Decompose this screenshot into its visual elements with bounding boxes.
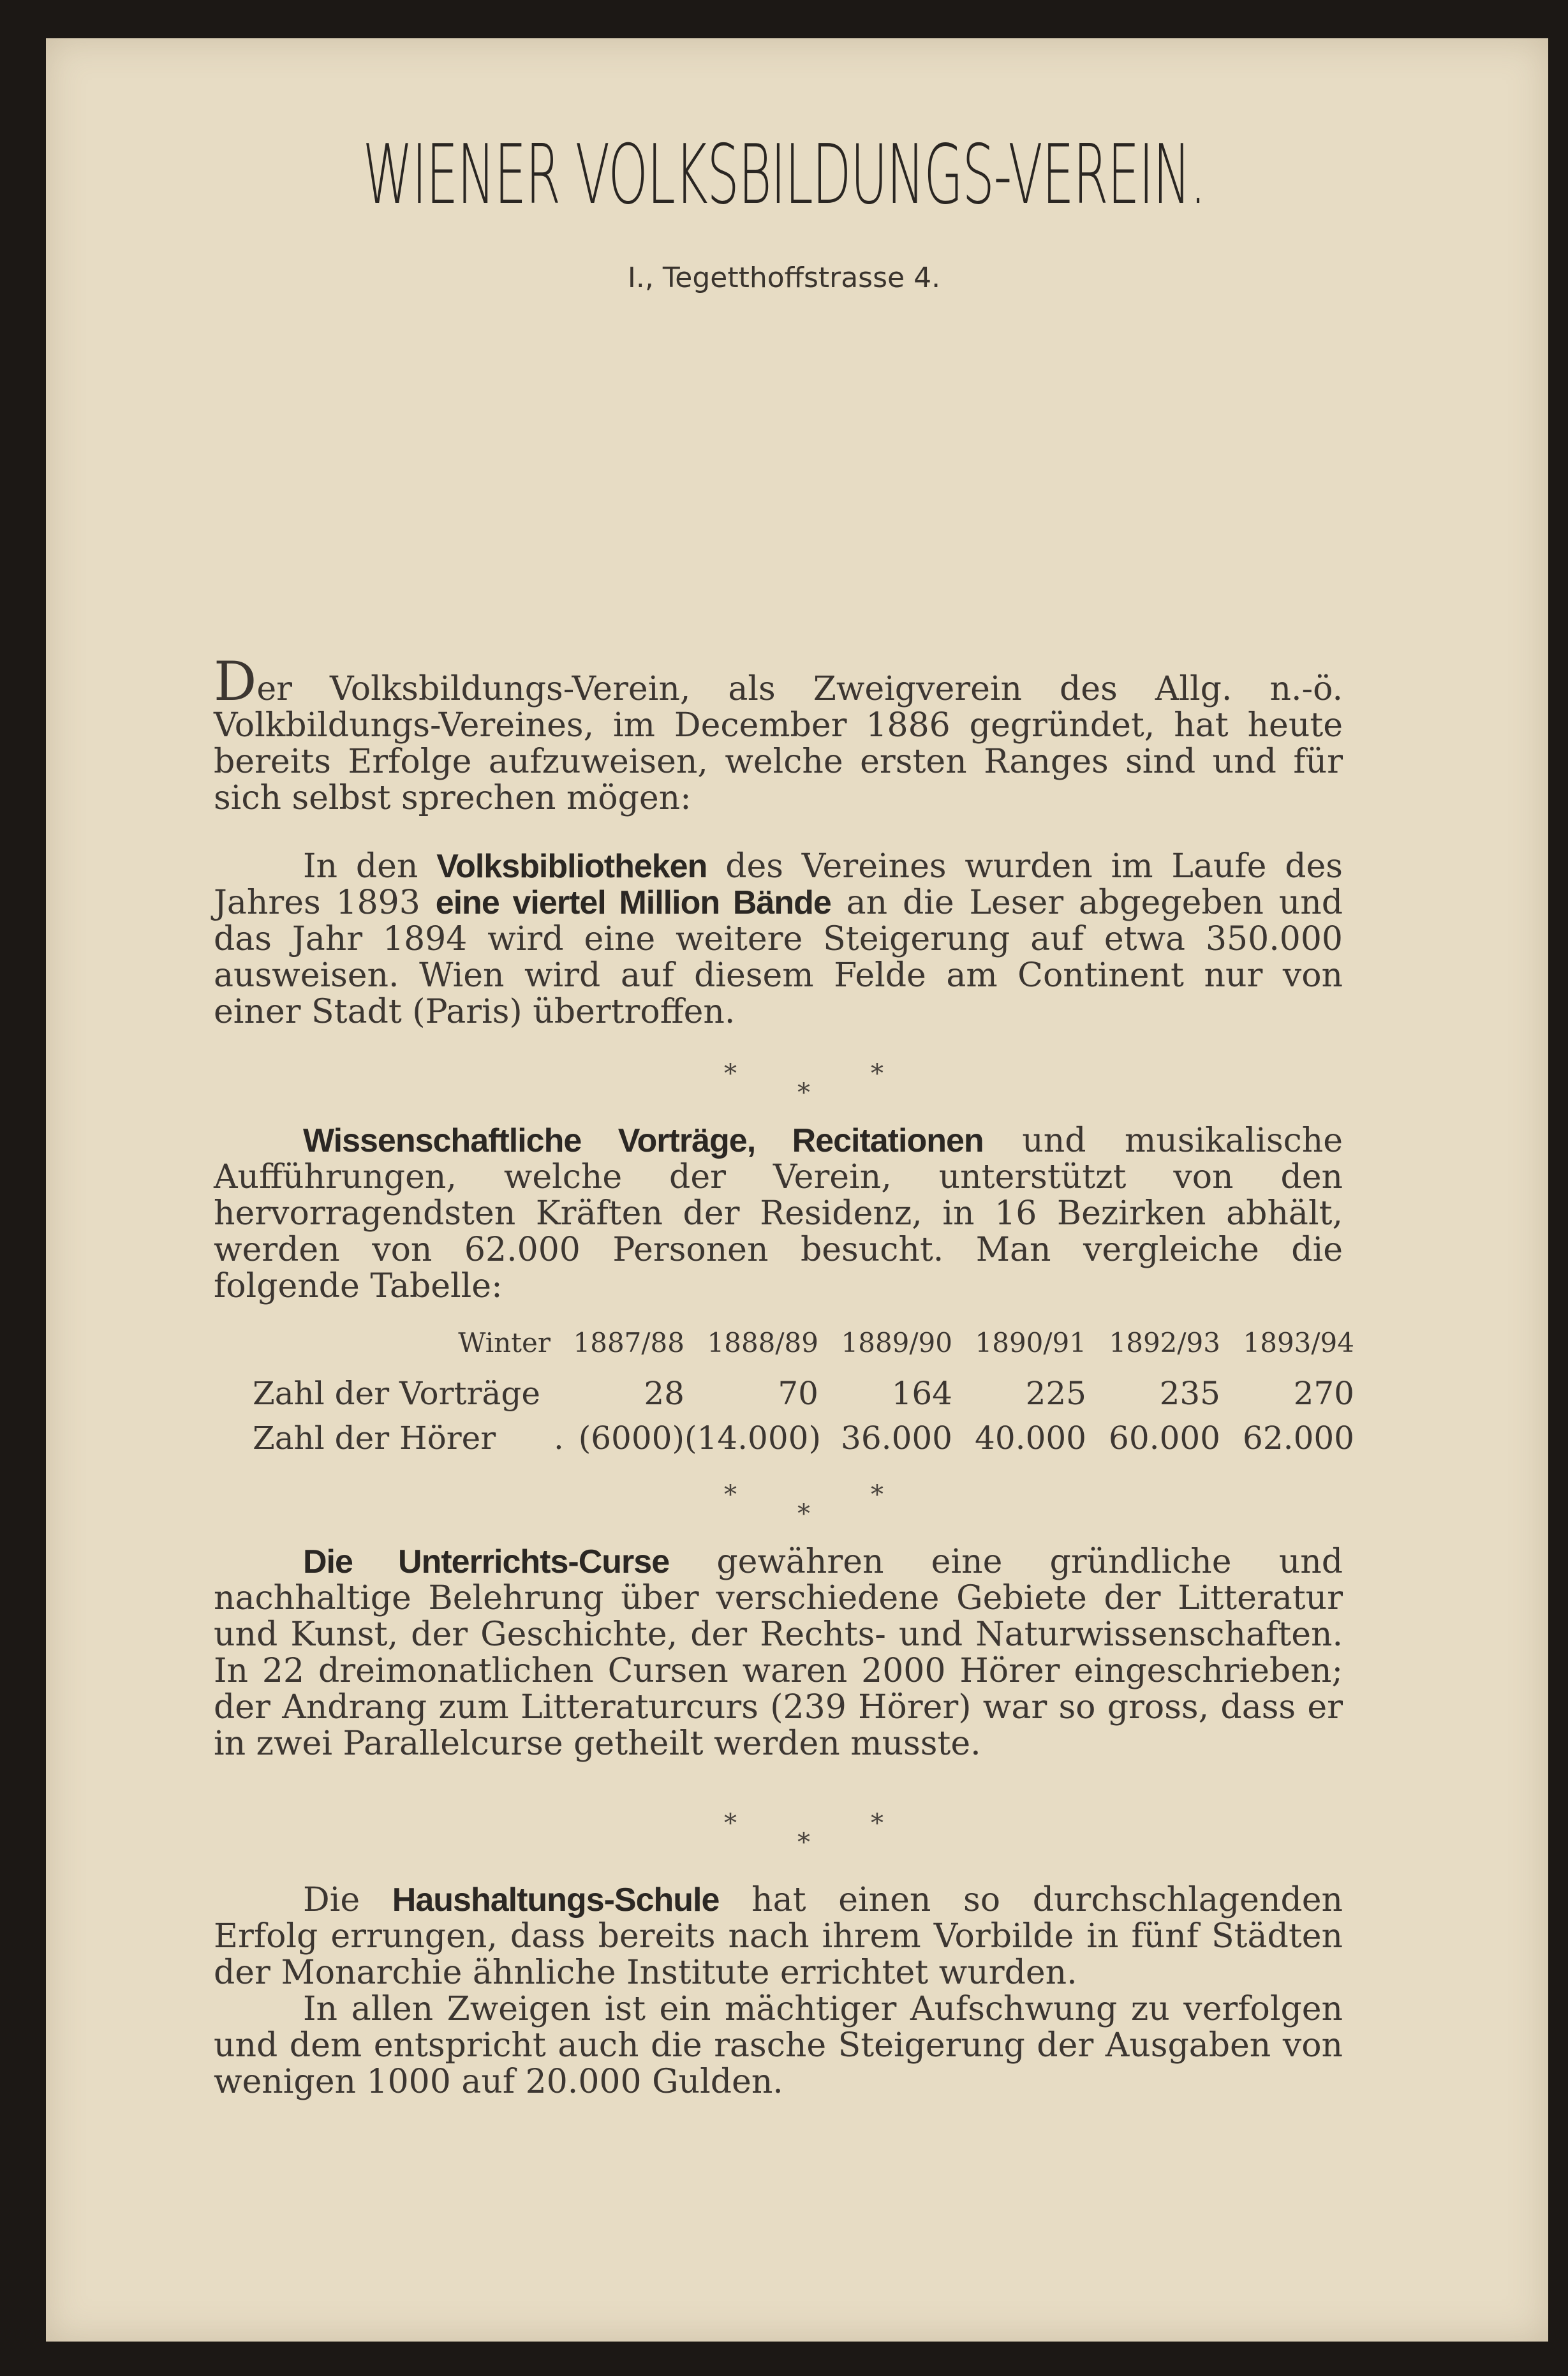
- year-cell: 1892/93: [1109, 1327, 1220, 1358]
- household-heading: Haushaltungs-Schule: [392, 1882, 720, 1919]
- address-line: I., Tegetthoffstrasse 4.: [627, 262, 941, 294]
- star-right: *: [871, 1480, 884, 1510]
- table-header-row: [254, 1327, 1357, 1365]
- star-left: *: [724, 1809, 737, 1838]
- table-header-label: Winter: [458, 1327, 551, 1358]
- libraries-heading: Volksbibliotheken: [436, 848, 707, 885]
- separator-stars: [676, 1480, 931, 1531]
- table-row: [254, 1420, 1357, 1458]
- separator-stars: [676, 1059, 931, 1110]
- row-prefix: .: [554, 1420, 564, 1457]
- libraries-post: an die Leser abgegeben und das Jahr 1894 wird eine weitere Steigerung auf etwa 350.000 ausweisen. Wien wird auf diesem Felde am Continent nur von einer Stadt (Paris) übertroffen.: [214, 884, 1343, 1031]
- libraries-paragraph: [214, 849, 1343, 1030]
- table-cell: 70: [778, 1375, 818, 1412]
- drop-cap: D: [214, 650, 257, 713]
- household-pre: Die: [303, 1881, 360, 1919]
- lectures-text: und musikalische Aufführungen, welche der Verein, unterstützt von den hervorragendsten Kräften der Residenz, in 16 Bezirken abhält, werden von 62.000 Personen besucht. Man vergleiche die folgende Tabelle:: [214, 1122, 1343, 1305]
- intro-paragraph: [214, 650, 1343, 817]
- year-cell: 1889/90: [841, 1327, 952, 1358]
- star-left: *: [724, 1059, 737, 1088]
- table-cell: 28: [644, 1375, 684, 1412]
- page-title: WIENER VOLKSBILDUNGS-VEREIN.: [362, 128, 1206, 223]
- intro-text: er Volksbildungs-Verein, als Zweigverein des Allg. n.-ö. Volkbildungs-Vereines, im December 1886 gegründet, hat heute bereits Erfolge aufzuweisen, welche ersten Ranges sind und für sich selbst sprechen mögen:: [214, 670, 1343, 817]
- table-cell: (14.000): [684, 1420, 821, 1457]
- lectures-heading: Wissenschaftliche Vorträge, Recitationen: [303, 1122, 984, 1159]
- table-cell: 40.000: [975, 1420, 1086, 1457]
- courses-paragraph: [214, 1544, 1343, 1762]
- table-cell: 164: [891, 1375, 952, 1412]
- table-cell: 235: [1159, 1375, 1220, 1412]
- table-cell: 62.000: [1243, 1420, 1354, 1457]
- year-cell: 1888/89: [707, 1327, 818, 1358]
- star-center: *: [797, 1499, 810, 1529]
- year-cell: 1890/91: [975, 1327, 1086, 1358]
- libraries-pre: In den: [303, 847, 418, 886]
- household-paragraph: [214, 1882, 1343, 2100]
- courses-heading: Die Unterrichts-Curse: [303, 1543, 670, 1580]
- libraries-highlight: eine viertel Million Bände: [435, 884, 831, 921]
- star-right: *: [871, 1059, 884, 1088]
- year-cell: 1893/94: [1243, 1327, 1354, 1358]
- table-cell: (6000): [578, 1420, 684, 1457]
- separator-stars: [676, 1809, 931, 1860]
- lectures-paragraph: [214, 1123, 1343, 1305]
- star-left: *: [724, 1480, 737, 1510]
- row-label: Zahl der Vorträge: [253, 1375, 540, 1412]
- table-cell: 36.000: [841, 1420, 952, 1457]
- household-text: hat einen so durchschlagenden Erfolg errungen, dass bereits nach ihrem Vorbilde in fünf Städten der Monarchie ähnliche Institute errichtet wurden.: [214, 1881, 1343, 1992]
- year-cell: 1887/88: [573, 1327, 684, 1358]
- star-center: *: [797, 1078, 810, 1108]
- star-right: *: [871, 1809, 884, 1838]
- table-cell: 225: [1025, 1375, 1086, 1412]
- closing-paragraph: In allen Zweigen ist ein mächtiger Aufschwung zu verfolgen und dem entspricht auch die rasche Steigerung der Ausgaben von wenigen 1000 auf 20.000 Gulden.: [214, 1990, 1343, 2101]
- libraries-mid: des Vereines wurden im Laufe des Jahres 1893: [214, 847, 1343, 922]
- row-label: Zahl der Hörer: [253, 1420, 496, 1457]
- courses-text: gewähren eine gründliche und nachhaltige Belehrung über verschiedene Gebiete der Litteratur und Kunst, der Geschichte, der Rechts- und Naturwissenschaften. In 22 dreimonatlichen Cursen waren 2000 Hörer eingeschrieben; der Andrang zum Litteraturcurs (239 Hörer) war so gross, dass er in zwei Parallelcurse getheilt werden musste.: [214, 1543, 1343, 1763]
- table-cell: 60.000: [1109, 1420, 1220, 1457]
- star-center: *: [797, 1828, 810, 1857]
- table-cell: 270: [1293, 1375, 1354, 1412]
- table-row: [254, 1375, 1357, 1413]
